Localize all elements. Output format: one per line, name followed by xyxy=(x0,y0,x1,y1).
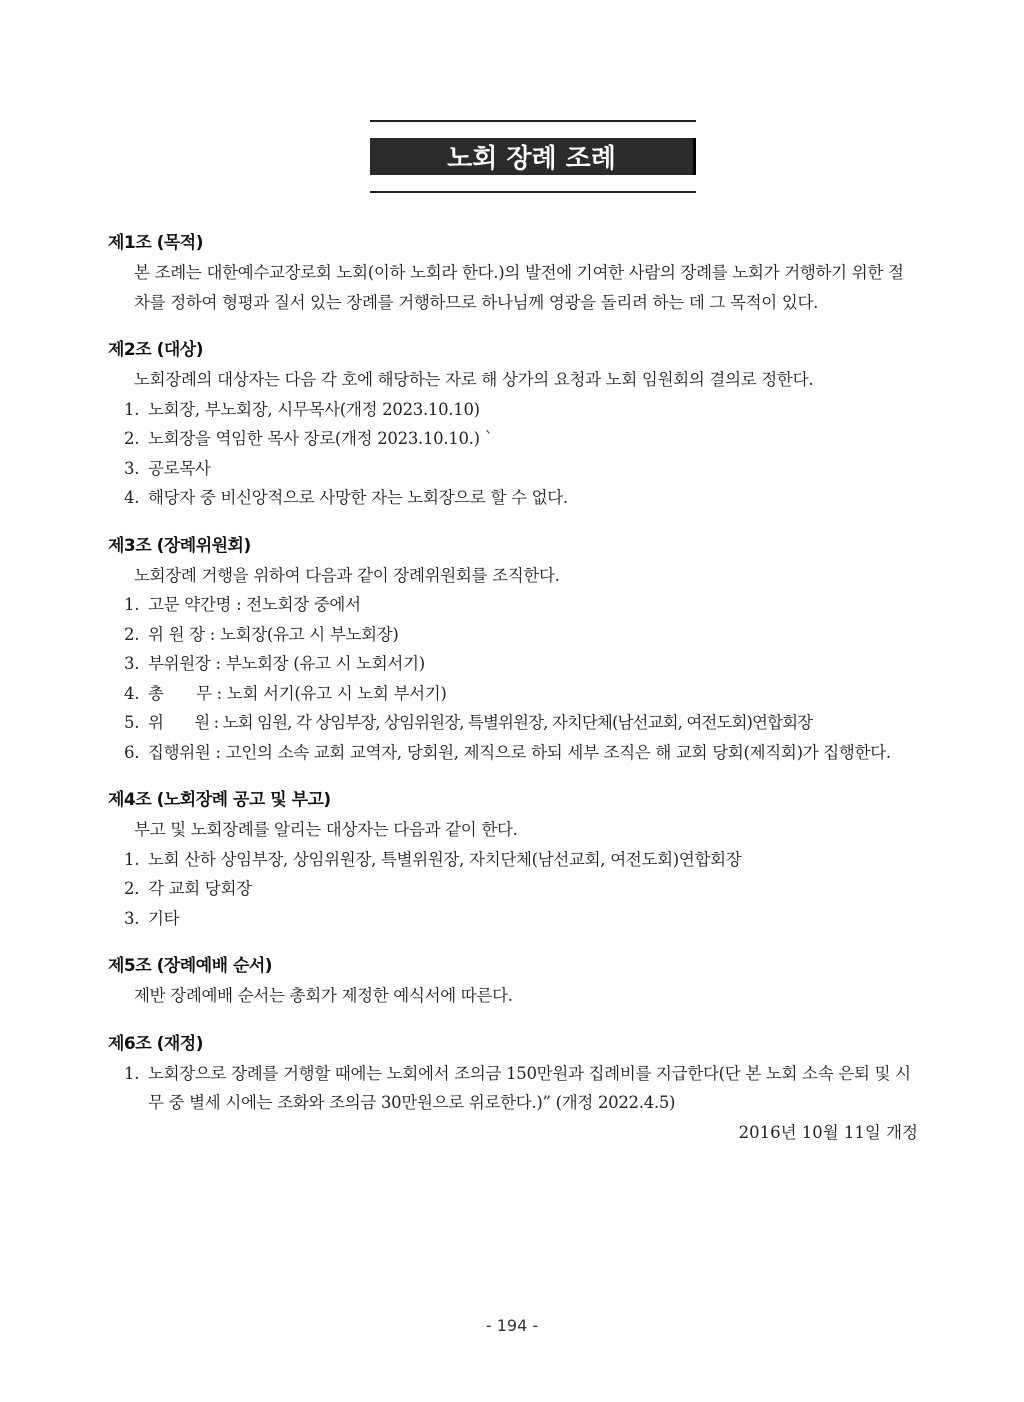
item-number: 2. xyxy=(124,879,140,898)
item-text: 노회장, 부노회장, 시무목사(개정 2023.10.10) xyxy=(148,399,480,419)
article-6 xyxy=(108,1029,918,1148)
item-number: 1. xyxy=(124,399,140,419)
item-text: 노회장으로 장례를 거행할 때에는 노회에서 조의금 150만원과 집례비를 지급한다(단 본 노회 소속 은퇴 및 시무 중 별세 시에는 조화와 조의금 30만원으로 위로한다.)” (개정 2022.4.5) xyxy=(148,1063,911,1112)
list-item xyxy=(108,590,918,620)
article-heading: 제1조 (목적) xyxy=(108,233,203,253)
item-text: 고문 약간명 : 전노회장 중에서 xyxy=(148,595,361,614)
document-body xyxy=(108,228,918,1165)
list-item xyxy=(108,483,918,513)
item-text: 해당자 중 비신앙적으로 사망한 자는 노회장으로 할 수 없다. xyxy=(148,488,568,507)
article-heading: 제3조 (장례위원회) xyxy=(108,535,251,556)
item-text: 총 무 : 노회 서기(유고 시 노회 부서기) xyxy=(148,683,447,703)
article-heading: 제4조 (노회장례 공고 및 부고) xyxy=(108,790,331,810)
item-number: 5. xyxy=(124,713,140,732)
list-item xyxy=(108,395,918,425)
article-3 xyxy=(108,531,918,768)
item-number: 2. xyxy=(124,624,140,644)
item-text: 노회장을 역임한 목사 장로(개정 2023.10.10.) ` xyxy=(148,429,493,448)
list-item xyxy=(108,454,918,484)
item-number: 3. xyxy=(124,654,140,673)
item-number: 1. xyxy=(124,1063,140,1083)
item-text: 위 원 : 노회 임원, 각 상임부장, 상임위원장, 특별위원장, 자치단체(남선교회, 여전도회)연합회장 xyxy=(148,713,813,732)
list-item xyxy=(108,904,918,934)
item-number: 3. xyxy=(124,908,140,928)
item-text: 위 원 장 : 노회장(유고 시 부노회장) xyxy=(148,624,399,644)
item-text: 공로목사 xyxy=(148,458,211,478)
list-item xyxy=(108,845,918,875)
revision-date: 2016년 10월 11일 개정 xyxy=(738,1122,918,1142)
item-number: 1. xyxy=(124,849,140,869)
article-body: 본 조례는 대한예수교장로회 노회(이하 노회라 한다.)의 발전에 기여한 사람의 장례를 노회가 거행하기 위한 절차를 정하여 형평과 질서 있는 장례를 거행하므로 하나님께 영광을 돌리려 하는 데 그 목적이 있다. xyxy=(134,263,904,312)
list-item xyxy=(108,424,918,454)
article-intro: 제반 장례예배 순서는 총회가 제정한 예식서에 따른다. xyxy=(134,986,513,1005)
list-item xyxy=(108,679,918,709)
title-block xyxy=(370,120,696,193)
title-bottom-rule xyxy=(370,191,696,193)
item-text: 각 교회 당회장 xyxy=(148,879,252,898)
page-number: - 194 - xyxy=(485,1316,539,1335)
item-number: 4. xyxy=(124,683,140,703)
article-1 xyxy=(108,228,918,317)
article-4 xyxy=(108,785,918,933)
list-item xyxy=(108,874,918,904)
list-item xyxy=(108,1059,918,1118)
list-item xyxy=(108,620,918,650)
item-text: 기타 xyxy=(148,908,180,928)
article-2 xyxy=(108,335,918,513)
item-number: 3. xyxy=(124,458,140,478)
item-number: 4. xyxy=(124,488,140,507)
item-number: 2. xyxy=(124,429,140,448)
article-5 xyxy=(108,951,918,1011)
item-number: 6. xyxy=(124,742,140,762)
item-text: 노회 산하 상임부장, 상임위원장, 특별위원장, 자치단체(남선교회, 여전도회)연합회장 xyxy=(148,849,742,869)
article-intro: 노회장례의 대상자는 다음 각 호에 해당하는 자로 해 상가의 요청과 노회 임원회의 결의로 정한다. xyxy=(134,370,814,389)
list-item xyxy=(108,649,918,679)
list-item xyxy=(108,708,918,738)
article-heading: 제6조 (재정) xyxy=(108,1033,203,1054)
article-heading: 제2조 (대상) xyxy=(108,340,203,360)
list-item xyxy=(108,738,918,768)
item-number: 1. xyxy=(124,595,140,614)
article-intro: 노회장례 거행을 위하여 다음과 같이 장례위원회를 조직한다. xyxy=(134,565,560,585)
article-heading: 제5조 (장례예배 순서) xyxy=(108,956,273,976)
article-intro: 부고 및 노회장례를 알리는 대상자는 다음과 같이 한다. xyxy=(134,820,518,839)
item-text: 부위원장 : 부노회장 (유고 시 노회서기) xyxy=(148,654,425,673)
page-title: 노회 장례 조례 xyxy=(370,138,696,175)
title-top-rule xyxy=(370,120,696,122)
item-text: 집행위원 : 고인의 소속 교회 교역자, 당회원, 제직으로 하되 세부 조직은 해 교회 당회(제직회)가 집행한다. xyxy=(148,742,891,762)
